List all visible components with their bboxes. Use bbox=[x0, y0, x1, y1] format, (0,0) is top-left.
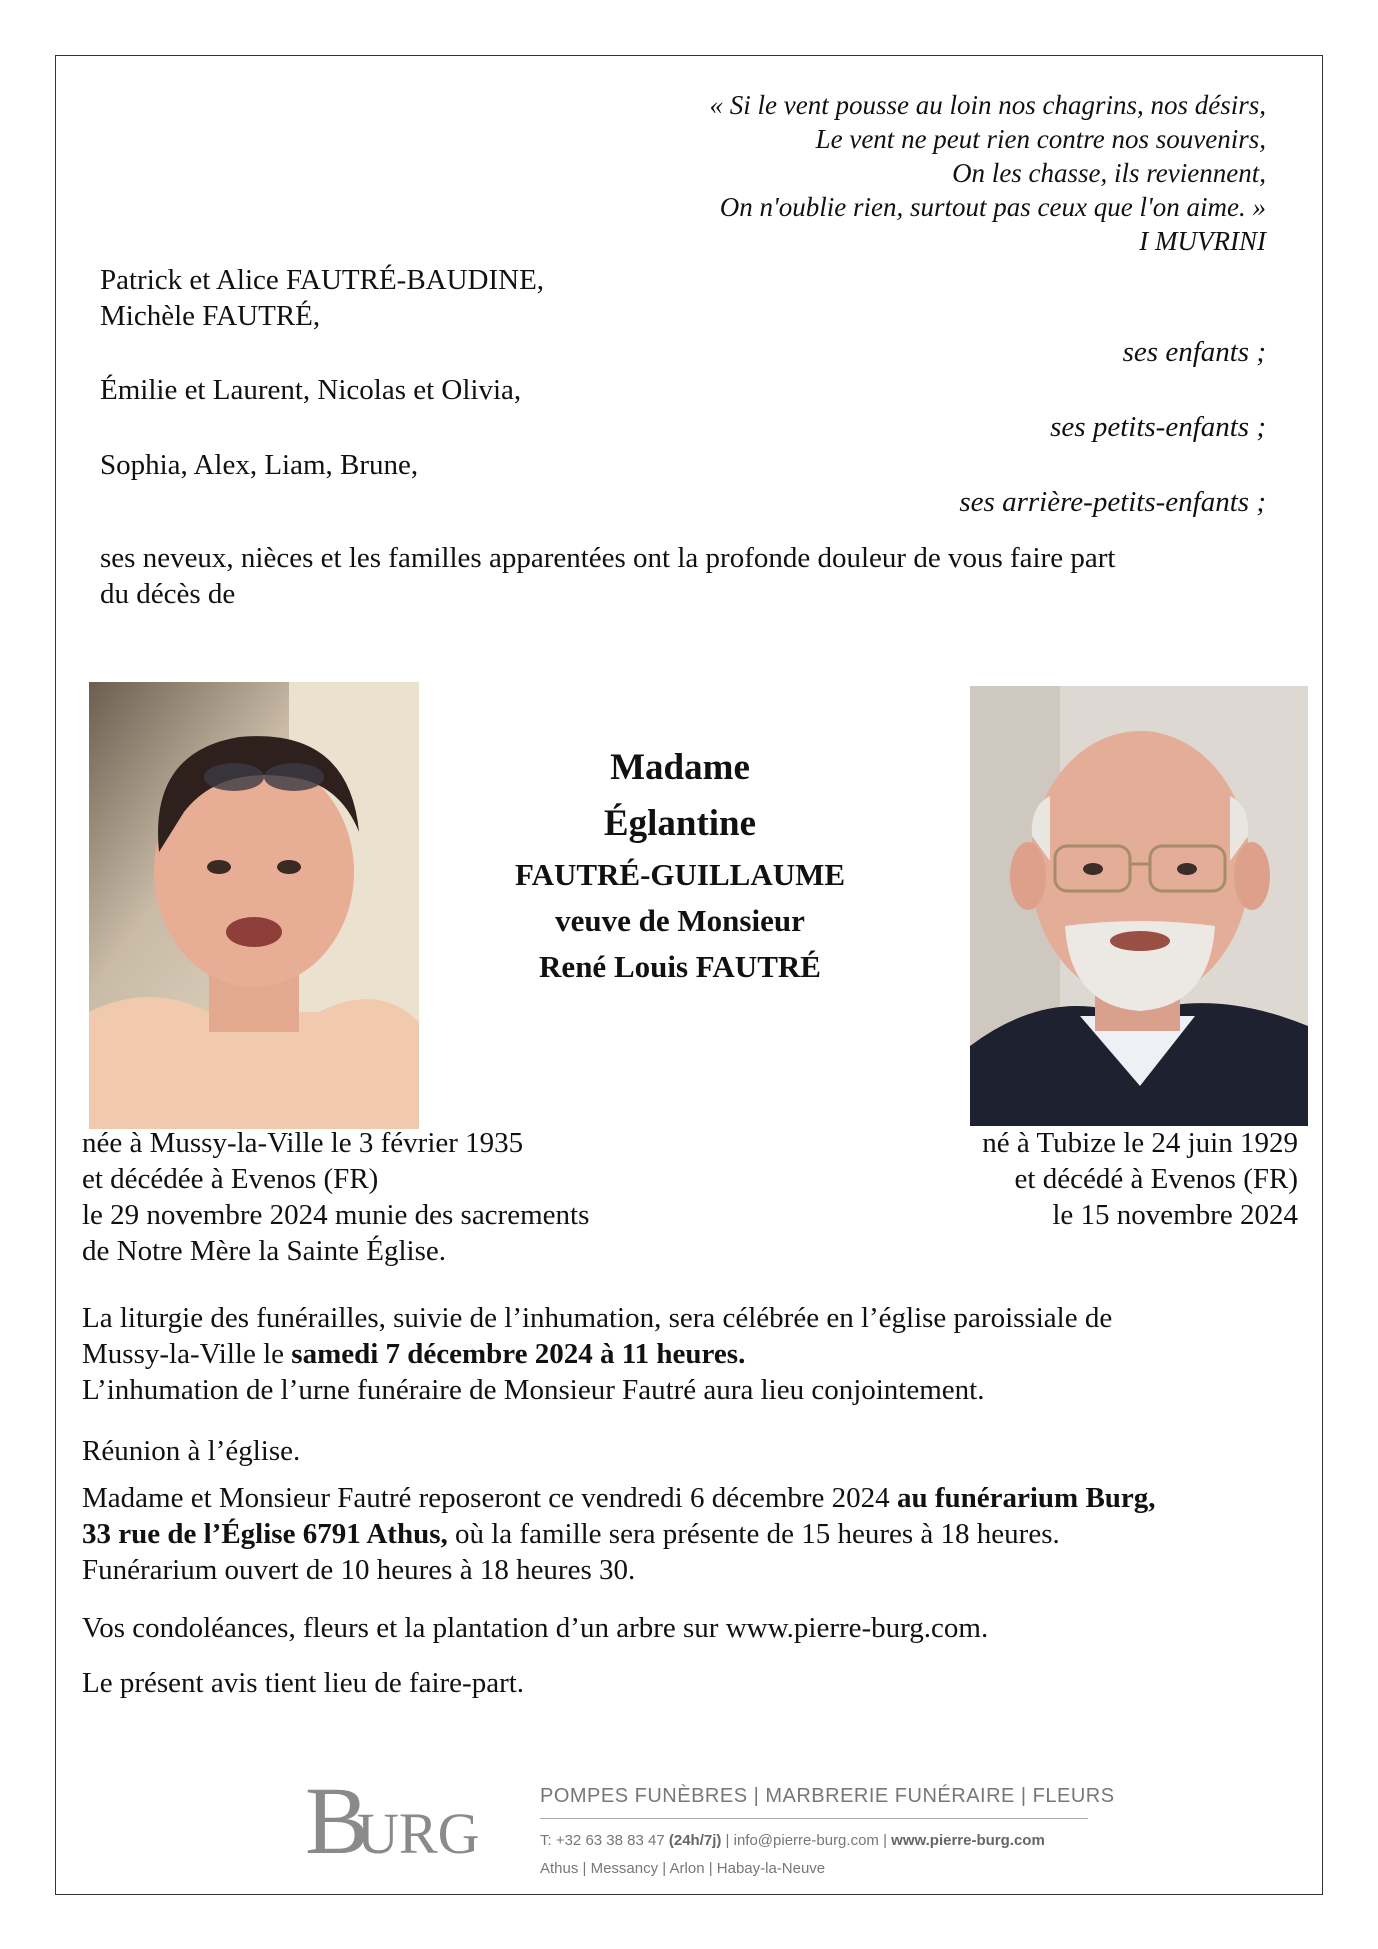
footer-hours: (24h/7j) bbox=[668, 1832, 722, 1849]
widow-of: veuve de Monsieur bbox=[555, 903, 805, 938]
quote-line: On les chasse, ils reviennent, bbox=[952, 158, 1266, 188]
husband-name: René Louis FAUTRÉ bbox=[539, 949, 821, 984]
footer-website[interactable]: www.pierre-burg.com bbox=[891, 1832, 1045, 1849]
footer-places: Athus | Messancy | Arlon | Habay-la-Neuve bbox=[540, 1860, 826, 1877]
birth-info-rene bbox=[982, 1125, 1298, 1233]
visitation-hours: où la famille sera présente de 15 heures à 18 heures. bbox=[447, 1518, 1060, 1550]
great-grandchildren-names: Sophia, Alex, Liam, Brune, bbox=[100, 449, 419, 481]
great-grandchildren-role: ses arrière-petits-enfants ; bbox=[959, 486, 1266, 518]
birth-info-eglantine bbox=[82, 1125, 589, 1269]
ceremony-line bbox=[82, 1336, 1302, 1372]
ceremony-line: La liturgie des funérailles, suivie de l’inhumation, sera célébrée en l’église paroissiale de bbox=[82, 1302, 1113, 1334]
ceremony-place: Mussy-la-Ville le bbox=[82, 1338, 292, 1370]
funerarium-address: 33 rue de l’Église 6791 Athus, bbox=[82, 1518, 448, 1550]
deceased-title: Madame bbox=[610, 747, 750, 788]
birth-line: née à Mussy-la-Ville le 3 février 1935 bbox=[82, 1127, 524, 1159]
burg-logo bbox=[305, 1778, 495, 1868]
visitation-paragraph bbox=[82, 1480, 1302, 1588]
closing-paragraph: Le présent avis tient lieu de faire-part. bbox=[82, 1667, 525, 1699]
funerarium-name: au funérarium Burg, bbox=[896, 1482, 1156, 1514]
deceased-name-block bbox=[460, 740, 900, 990]
children-names-1: Patrick et Alice FAUTRÉ-BAUDINE, bbox=[100, 264, 545, 296]
death-place-line: et décédé à Evenos (FR) bbox=[1014, 1163, 1298, 1195]
death-place-line: et décédée à Evenos (FR) bbox=[82, 1163, 379, 1195]
visitation-line bbox=[82, 1516, 1302, 1552]
visitation-text: Madame et Monsieur Fautré reposeront ce vendredi 6 décembre 2024 bbox=[82, 1482, 897, 1514]
quote-line: Le vent ne peut rien contre nos souvenirs, bbox=[815, 124, 1266, 154]
footer-contact bbox=[540, 1832, 1045, 1849]
footer-divider bbox=[540, 1818, 1088, 1819]
portrait-photo-eglantine bbox=[89, 682, 419, 1129]
footer-email[interactable]: info@pierre-burg.com bbox=[733, 1832, 879, 1849]
ceremony-line: L’inhumation de l’urne funéraire de Monsieur Fautré aura lieu conjointement. bbox=[82, 1374, 985, 1406]
grandchildren-names: Émilie et Laurent, Nicolas et Olivia, bbox=[100, 374, 522, 406]
footer-services: POMPES FUNÈBRES | MARBRERIE FUNÉRAIRE | FLEURS bbox=[540, 1785, 1115, 1807]
children-names-2: Michèle FAUTRÉ, bbox=[100, 300, 321, 332]
logo-letter-b: B bbox=[305, 1778, 370, 1863]
death-date-line: le 15 novembre 2024 bbox=[1052, 1199, 1298, 1231]
ceremony-paragraph bbox=[82, 1300, 1302, 1408]
deceased-surname: FAUTRÉ-GUILLAUME bbox=[514, 857, 846, 892]
visitation-line: Funérarium ouvert de 10 heures à 18 heures 30. bbox=[82, 1554, 636, 1586]
visitation-line bbox=[82, 1480, 1302, 1516]
ceremony-datetime: samedi 7 décembre 2024 à 11 heures. bbox=[291, 1338, 746, 1370]
footer-phone: T: +32 63 38 83 47 bbox=[540, 1832, 665, 1849]
footer-sep: | bbox=[883, 1832, 892, 1849]
death-date-line: le 29 novembre 2024 munie des sacrements bbox=[82, 1199, 590, 1231]
quote-author: I MUVRINI bbox=[1139, 226, 1266, 256]
epigraph-quote bbox=[710, 88, 1266, 258]
grandchildren-role: ses petits-enfants ; bbox=[1050, 411, 1266, 443]
announcement-line: du décès de bbox=[100, 578, 236, 610]
portrait-photo-rene bbox=[970, 686, 1308, 1126]
quote-line: On n'oublie rien, surtout pas ceux que l'on aime. » bbox=[719, 192, 1266, 222]
condolences-paragraph: Vos condoléances, fleurs et la plantation d’un arbre sur www.pierre-burg.com. bbox=[82, 1612, 989, 1644]
deceased-first-name: Églantine bbox=[603, 803, 757, 844]
sacraments-line: de Notre Mère la Sainte Église. bbox=[82, 1235, 446, 1267]
reunion-paragraph: Réunion à l’église. bbox=[82, 1435, 301, 1467]
birth-line: né à Tubize le 24 juin 1929 bbox=[982, 1127, 1298, 1159]
children-role: ses enfants ; bbox=[1122, 336, 1266, 368]
footer-sep: | bbox=[725, 1832, 734, 1849]
quote-line: « Si le vent pousse au loin nos chagrins, nos désirs, bbox=[709, 90, 1266, 120]
announcement-line: ses neveux, nièces et les familles apparentées ont la profonde douleur de vous faire part bbox=[100, 542, 1116, 574]
logo-letters-urg: URG bbox=[357, 1801, 480, 1863]
